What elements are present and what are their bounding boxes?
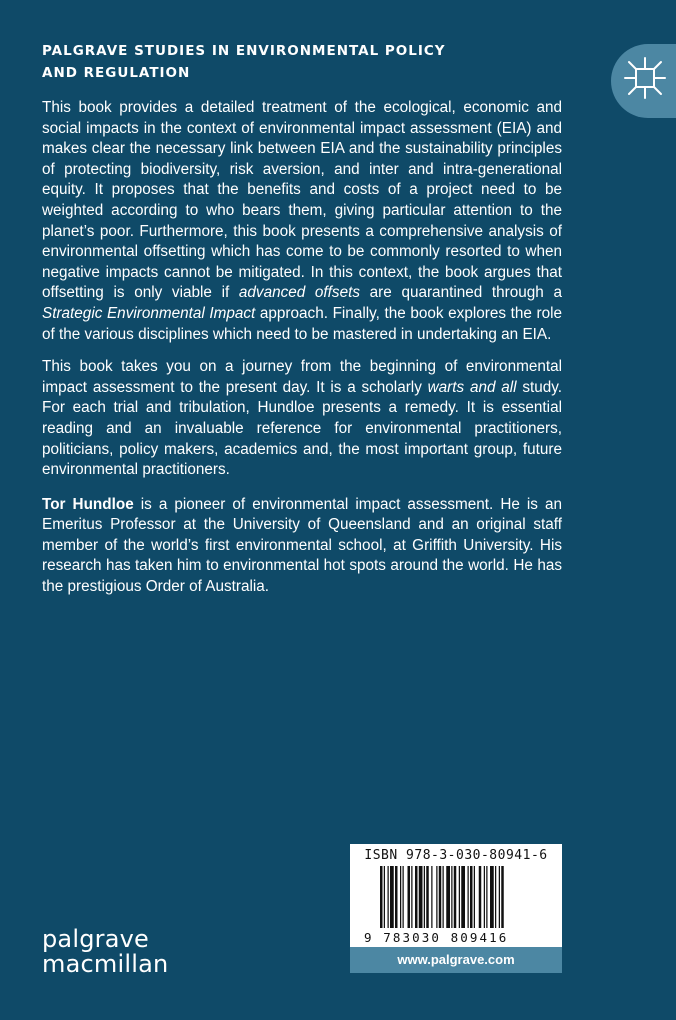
series-title-line-2: AND REGULATION — [42, 65, 191, 81]
isbn-barcode-box — [350, 844, 562, 947]
springer-nature-logo-icon — [623, 56, 667, 100]
blurb-p2-italic-warts: warts and all — [427, 378, 517, 396]
barcode-bar — [439, 866, 442, 928]
barcode-bar — [415, 866, 418, 928]
author-bio-text: is a pioneer of environmental impact assessment. He is an Emeritus Professor at the University of Queensland and an original staff member of the world’s first environmental school, at Griffith University. His research has taken him to environmental hot spots around the world. He has the prestigious Order of Australia. — [42, 495, 562, 596]
barcode-bar — [454, 866, 457, 928]
barcode-bar — [380, 866, 383, 928]
blurb-p1-italic-strategic: Strategic Environmental Impact — [42, 304, 256, 322]
barcode-bar — [443, 866, 444, 928]
barcode-bar — [461, 866, 465, 928]
barcode-bar — [408, 866, 411, 928]
barcode-bar — [490, 866, 494, 928]
barcode-bar — [486, 866, 487, 928]
series-title-line-1: PALGRAVE STUDIES IN ENVIRONMENTAL POLICY — [42, 43, 446, 59]
barcode-bar — [384, 866, 385, 928]
barcode-bar — [388, 866, 389, 928]
blurb-p1-text-c: are quarantined through a — [359, 284, 562, 302]
barcode-bar — [484, 866, 485, 928]
author-name: Tor Hundloe — [42, 495, 134, 513]
barcode-bar — [426, 866, 429, 928]
author-bio — [42, 495, 562, 598]
barcode-bar — [419, 866, 423, 928]
barcode-bar — [451, 866, 452, 928]
barcode-bar — [403, 866, 404, 928]
barcode-bar — [474, 866, 475, 928]
barcode-bar — [411, 866, 412, 928]
blurb-p2-text-c: study. For each trial and tribulation, Hundloe presents a remedy. It is essential reading and an invaluable reference for environmental practitioners, politicians, policy makers, academics and, the most important group, future environmental practitioners. — [42, 378, 562, 479]
barcode-bar — [395, 866, 398, 928]
barcode — [380, 866, 540, 928]
barcode-bar — [495, 866, 496, 928]
isbn-label: ISBN 978-3-030-80941-6 — [364, 848, 548, 863]
logo-line-2: macmillan — [42, 950, 169, 978]
back-cover-blurb — [42, 98, 562, 610]
blurb-p1-text-a: This book provides a detailed treatment of the ecological, economic and social impacts in the context of environmental impact assessment (EIA) and makes clear the necessary link between EIA and the sustainability principles of protecting biodiversity, risk aversion, and inter and intra-generational equity. It proposes that the benefits and costs of a project need to be weighted according to who bears them, giving particular attention to the planet’s poor. Furthermore, this book presents a comprehensive analysis of environmental offsetting which has come to be commonly resorted to when negative impacts cannot be mitigated. In this context, the book argues that offsetting is only viable if — [42, 99, 562, 302]
blurb-paragraph-1 — [42, 98, 562, 345]
barcode-digits: 9 783030 809416 — [364, 930, 509, 945]
blurb-paragraph-2 — [42, 357, 562, 481]
publisher-url: www.palgrave.com — [350, 947, 562, 973]
barcode-bar — [501, 866, 504, 928]
barcode-bar — [470, 866, 473, 928]
barcode-bar — [431, 866, 432, 928]
blurb-p2-text-a: This book takes you on a journey from the beginning of environmental impact assessment to the present day. It is a scholarly — [42, 358, 562, 396]
palgrave-macmillan-logo — [42, 926, 168, 976]
barcode-bar — [468, 866, 469, 928]
barcode-bar — [459, 866, 460, 928]
blurb-p1-text-e: approach. Finally, the book explores the role of the various disciplines which need to be mastered in undertaking an EIA. — [42, 304, 562, 343]
blurb-p1-italic-advanced-offsets: advanced offsets — [238, 284, 360, 302]
barcode-bar — [424, 866, 425, 928]
barcode-bar — [436, 866, 437, 928]
barcode-bar — [400, 866, 401, 928]
barcode-bar — [479, 866, 482, 928]
logo-line-1: palgrave — [42, 925, 149, 953]
barcode-bar — [390, 866, 394, 928]
barcode-bar — [446, 866, 450, 928]
barcode-bar — [499, 866, 500, 928]
series-title — [42, 40, 462, 84]
springer-logo-badge — [611, 44, 676, 118]
